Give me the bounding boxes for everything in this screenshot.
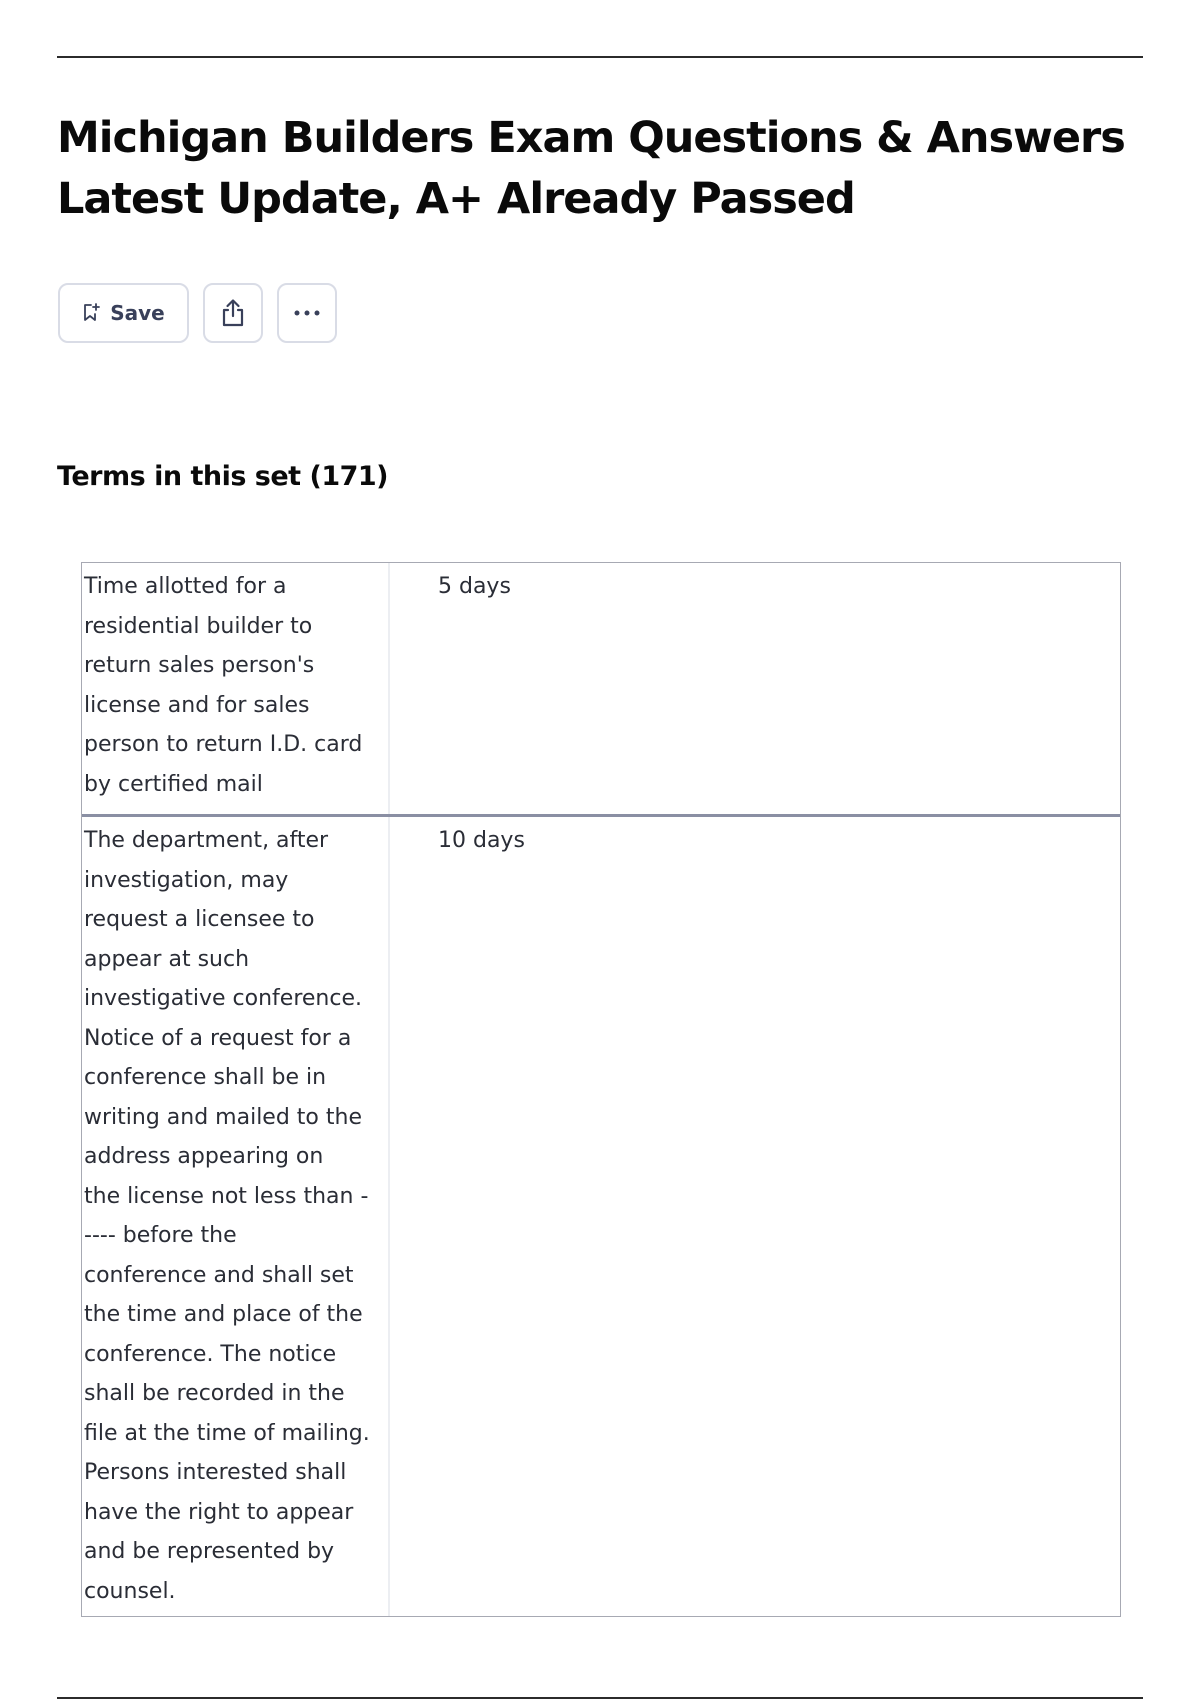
save-button[interactable]: [58, 283, 189, 343]
more-horizontal-icon: [293, 309, 321, 317]
terms-table: [81, 562, 1121, 1617]
page-title: Michigan Builders Exam Questions & Answers Latest Update, A+ Already Passed: [57, 113, 1125, 224]
save-label: Save: [110, 301, 165, 325]
term-card: [82, 563, 1120, 814]
bottom-divider: [57, 1697, 1143, 1699]
definition-text: 10 days: [438, 828, 525, 853]
term-text: Time allotted for a residential builder to return sales person's license and for sales person to return I.D. card by certified mail: [82, 563, 390, 814]
top-divider: [57, 56, 1143, 58]
share-button[interactable]: [203, 283, 263, 343]
term-text: The department, after investigation, may request a licensee to appear at such investigative conference. Notice of a request for a conference shall be in writing and mailed to the address appearing on the license not less than - ---- before the conference and shall set the time and place of the conference. The notice shall be recorded in the file at the time of mailing. Persons interested shall have the right to appear and be represented by counsel.: [82, 817, 390, 1616]
share-icon: [219, 298, 247, 328]
definition-text: 5 days: [438, 574, 511, 599]
bookmark-plus-icon: [82, 303, 100, 323]
action-bar: [58, 283, 337, 343]
more-options-button[interactable]: [277, 283, 337, 343]
term-card: [82, 814, 1120, 1616]
terms-heading: Terms in this set (171): [57, 461, 389, 492]
